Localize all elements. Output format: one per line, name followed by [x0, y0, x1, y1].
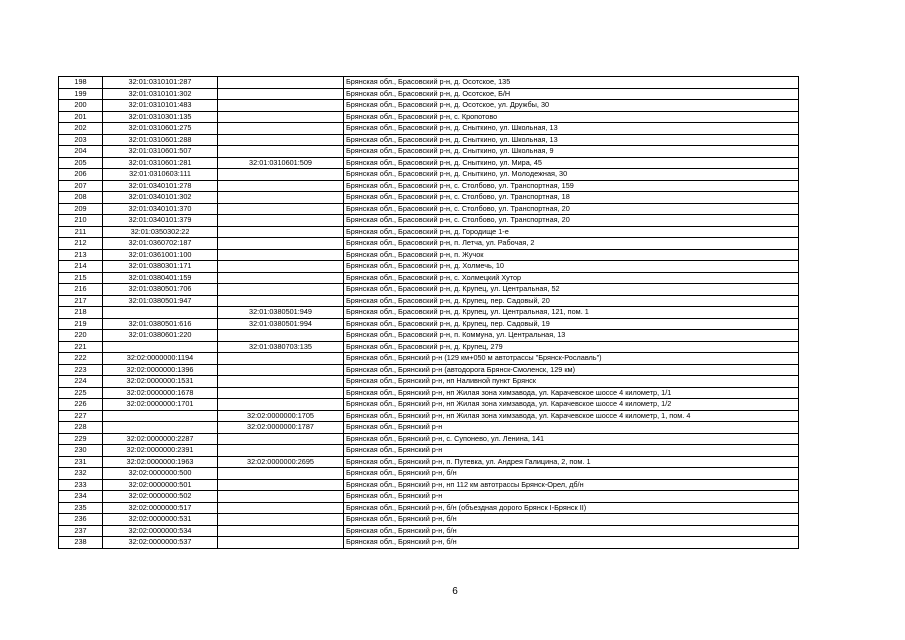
- address-cell: Брянская обл., Брянский р-н (129 км+050 м автотрассы "Брянск-Рославль"): [344, 353, 799, 365]
- address-cell: Брянская обл., Брянский р-н: [344, 491, 799, 503]
- address-cell: Брянская обл., Брянский р-н, с. Супонево, ул. Ленина, 141: [344, 433, 799, 445]
- address-cell: Брянская обл., Брасовский р-н, п. Летча, ул. Рабочая, 2: [344, 238, 799, 250]
- row-number-cell: 238: [59, 537, 103, 549]
- cadastral-number-cell: 32:01:0310601:507: [103, 146, 218, 158]
- address-cell: Брянская обл., Брянский р-н, п. Путевка, ул. Андрея Галицина, 2, пом. 1: [344, 456, 799, 468]
- address-cell: Брянская обл., Брасовский р-н, д. Крупец, пер. Садовый, 20: [344, 295, 799, 307]
- row-number-cell: 198: [59, 77, 103, 89]
- cadastral-number-cell: 32:01:0380501:706: [103, 284, 218, 296]
- cadastral-number-cell: 32:02:0000000:2391: [103, 445, 218, 457]
- address-cell: Брянская обл., Брянский р-н, б/н: [344, 468, 799, 480]
- table-row: [59, 203, 799, 215]
- cadastral-number-cell: 32:02:0000000:1963: [103, 456, 218, 468]
- table-row: [59, 410, 799, 422]
- address-cell: Брянская обл., Брасовский р-н, с. Кропотово: [344, 111, 799, 123]
- linked-cadastral-number-cell: [218, 537, 344, 549]
- table-row: [59, 146, 799, 158]
- linked-cadastral-number-cell: [218, 180, 344, 192]
- table-row: [59, 491, 799, 503]
- linked-cadastral-number-cell: [218, 491, 344, 503]
- linked-cadastral-number-cell: 32:01:0380501:994: [218, 318, 344, 330]
- address-cell: Брянская обл., Брасовский р-н, д. Холмечь, 10: [344, 261, 799, 273]
- cadastral-number-cell: 32:02:0000000:1396: [103, 364, 218, 376]
- linked-cadastral-number-cell: [218, 88, 344, 100]
- linked-cadastral-number-cell: [218, 238, 344, 250]
- table-row: [59, 295, 799, 307]
- row-number-cell: 233: [59, 479, 103, 491]
- cadastral-number-cell: 32:01:0380501:947: [103, 295, 218, 307]
- table-row: [59, 261, 799, 273]
- linked-cadastral-number-cell: [218, 479, 344, 491]
- row-number-cell: 231: [59, 456, 103, 468]
- cadastral-number-cell: 32:02:0000000:500: [103, 468, 218, 480]
- table-row: [59, 272, 799, 284]
- linked-cadastral-number-cell: 32:01:0310601:509: [218, 157, 344, 169]
- table-row: [59, 433, 799, 445]
- address-cell: Брянская обл., Брянский р-н, нп Жилая зона химзавода, ул. Карачевское шоссе 4 километр, 1/2: [344, 399, 799, 411]
- linked-cadastral-number-cell: [218, 215, 344, 227]
- table-row: [59, 226, 799, 238]
- address-cell: Брянская обл., Брянский р-н (автодорога Брянск-Смоленск, 129 км): [344, 364, 799, 376]
- linked-cadastral-number-cell: 32:01:0380501:949: [218, 307, 344, 319]
- table-row: [59, 192, 799, 204]
- row-number-cell: 206: [59, 169, 103, 181]
- linked-cadastral-number-cell: [218, 376, 344, 388]
- cadastral-number-cell: 32:01:0310101:287: [103, 77, 218, 89]
- table-row: [59, 445, 799, 457]
- address-cell: Брянская обл., Брасовский р-н, п. Жучок: [344, 249, 799, 261]
- table-row: [59, 238, 799, 250]
- linked-cadastral-number-cell: 32:01:0380703:135: [218, 341, 344, 353]
- linked-cadastral-number-cell: [218, 134, 344, 146]
- address-cell: Брянская обл., Брянский р-н, нп Жилая зона химзавода, ул. Карачевское шоссе 4 километр, 1/1: [344, 387, 799, 399]
- linked-cadastral-number-cell: [218, 295, 344, 307]
- cadastral-number-cell: 32:02:0000000:1701: [103, 399, 218, 411]
- table-row: [59, 479, 799, 491]
- cadastral-number-cell: [103, 410, 218, 422]
- cadastral-number-cell: 32:01:0380301:171: [103, 261, 218, 273]
- cadastral-number-cell: 32:01:0310601:281: [103, 157, 218, 169]
- table-row: [59, 318, 799, 330]
- cadastral-number-cell: 32:02:0000000:2287: [103, 433, 218, 445]
- cadastral-number-cell: 32:01:0310101:483: [103, 100, 218, 112]
- cadastral-number-cell: 32:01:0310301:135: [103, 111, 218, 123]
- linked-cadastral-number-cell: 32:02:0000000:2695: [218, 456, 344, 468]
- table-row: [59, 514, 799, 526]
- address-cell: Брянская обл., Брасовский р-н, п. Коммуна, ул. Центральная, 13: [344, 330, 799, 342]
- row-number-cell: 219: [59, 318, 103, 330]
- address-cell: Брянская обл., Брянский р-н: [344, 422, 799, 434]
- row-number-cell: 212: [59, 238, 103, 250]
- cadastral-number-cell: 32:01:0340101:278: [103, 180, 218, 192]
- linked-cadastral-number-cell: [218, 353, 344, 365]
- table-row: [59, 537, 799, 549]
- address-cell: Брянская обл., Брасовский р-н, с. Столбово, ул. Транспортная, 18: [344, 192, 799, 204]
- linked-cadastral-number-cell: [218, 192, 344, 204]
- row-number-cell: 227: [59, 410, 103, 422]
- address-cell: Брянская обл., Брасовский р-н, с. Столбово, ул. Транспортная, 159: [344, 180, 799, 192]
- table-row: [59, 111, 799, 123]
- linked-cadastral-number-cell: [218, 330, 344, 342]
- linked-cadastral-number-cell: [218, 111, 344, 123]
- row-number-cell: 236: [59, 514, 103, 526]
- linked-cadastral-number-cell: [218, 514, 344, 526]
- table-row: [59, 387, 799, 399]
- linked-cadastral-number-cell: [218, 364, 344, 376]
- linked-cadastral-number-cell: [218, 284, 344, 296]
- table-row: [59, 341, 799, 353]
- linked-cadastral-number-cell: [218, 226, 344, 238]
- cadastral-number-cell: 32:01:0360702:187: [103, 238, 218, 250]
- address-cell: Брянская обл., Брасовский р-н, д. Сныткино, ул. Мира, 45: [344, 157, 799, 169]
- row-number-cell: 221: [59, 341, 103, 353]
- address-cell: Брянская обл., Брасовский р-н, д. Сныткино, ул. Школьная, 9: [344, 146, 799, 158]
- row-number-cell: 234: [59, 491, 103, 503]
- table-row: [59, 134, 799, 146]
- address-cell: Брянская обл., Брасовский р-н, д. Сныткино, ул. Школьная, 13: [344, 134, 799, 146]
- linked-cadastral-number-cell: 32:02:0000000:1705: [218, 410, 344, 422]
- address-cell: Брянская обл., Брасовский р-н, д. Осотское, Б/Н: [344, 88, 799, 100]
- table-row: [59, 180, 799, 192]
- address-cell: Брянская обл., Брянский р-н, б/н (объездная дорого Брянск I-Брянск II): [344, 502, 799, 514]
- table-row: [59, 422, 799, 434]
- table-row: [59, 502, 799, 514]
- cadastral-number-cell: 32:01:0380501:616: [103, 318, 218, 330]
- address-cell: Брянская обл., Брянский р-н, нп 112 км автотрассы Брянск-Орел, дб/н: [344, 479, 799, 491]
- table-row: [59, 364, 799, 376]
- table-row: [59, 456, 799, 468]
- address-cell: Брянская обл., Брасовский р-н, с. Холмецкий Хутор: [344, 272, 799, 284]
- table-row: [59, 353, 799, 365]
- table-row: [59, 77, 799, 89]
- address-cell: Брянская обл., Брасовский р-н, д. Осотское, 135: [344, 77, 799, 89]
- table-row: [59, 468, 799, 480]
- row-number-cell: 215: [59, 272, 103, 284]
- linked-cadastral-number-cell: [218, 502, 344, 514]
- row-number-cell: 224: [59, 376, 103, 388]
- table-row: [59, 123, 799, 135]
- address-cell: Брянская обл., Брянский р-н, б/н: [344, 537, 799, 549]
- cadastral-number-cell: 32:01:0380401:159: [103, 272, 218, 284]
- table-row: [59, 399, 799, 411]
- cadastral-number-cell: [103, 341, 218, 353]
- row-number-cell: 216: [59, 284, 103, 296]
- row-number-cell: 210: [59, 215, 103, 227]
- row-number-cell: 232: [59, 468, 103, 480]
- table-row: [59, 169, 799, 181]
- linked-cadastral-number-cell: [218, 169, 344, 181]
- linked-cadastral-number-cell: [218, 146, 344, 158]
- linked-cadastral-number-cell: [218, 433, 344, 445]
- address-cell: Брянская обл., Брасовский р-н, д. Сныткино, ул. Школьная, 13: [344, 123, 799, 135]
- address-cell: Брянская обл., Брасовский р-н, д. Городище 1-е: [344, 226, 799, 238]
- row-number-cell: 213: [59, 249, 103, 261]
- cadastral-number-cell: 32:02:0000000:502: [103, 491, 218, 503]
- linked-cadastral-number-cell: [218, 445, 344, 457]
- table-row: [59, 157, 799, 169]
- cadastral-number-cell: 32:02:0000000:517: [103, 502, 218, 514]
- cadastral-number-cell: 32:02:0000000:1531: [103, 376, 218, 388]
- cadastral-number-cell: 32:02:0000000:1678: [103, 387, 218, 399]
- address-cell: Брянская обл., Брянский р-н, б/н: [344, 514, 799, 526]
- linked-cadastral-number-cell: [218, 77, 344, 89]
- row-number-cell: 202: [59, 123, 103, 135]
- row-number-cell: 217: [59, 295, 103, 307]
- row-number-cell: 223: [59, 364, 103, 376]
- linked-cadastral-number-cell: [218, 525, 344, 537]
- cadastral-number-cell: [103, 307, 218, 319]
- row-number-cell: 203: [59, 134, 103, 146]
- row-number-cell: 229: [59, 433, 103, 445]
- cadastral-number-cell: 32:01:0310101:302: [103, 88, 218, 100]
- cadastral-number-cell: 32:01:0340101:379: [103, 215, 218, 227]
- row-number-cell: 200: [59, 100, 103, 112]
- table-row: [59, 307, 799, 319]
- address-cell: Брянская обл., Брасовский р-н, с. Столбово, ул. Транспортная, 20: [344, 215, 799, 227]
- row-number-cell: 220: [59, 330, 103, 342]
- cadastral-number-cell: 32:02:0000000:534: [103, 525, 218, 537]
- cadastral-number-cell: 32:01:0361001:100: [103, 249, 218, 261]
- row-number-cell: 207: [59, 180, 103, 192]
- row-number-cell: 237: [59, 525, 103, 537]
- row-number-cell: 204: [59, 146, 103, 158]
- row-number-cell: 211: [59, 226, 103, 238]
- address-cell: Брянская обл., Брянский р-н, нп Жилая зона химзавода, ул. Карачевское шоссе 4 километр, 1, пом. 4: [344, 410, 799, 422]
- table-row: [59, 284, 799, 296]
- row-number-cell: 214: [59, 261, 103, 273]
- table-row: [59, 215, 799, 227]
- page-number: 6: [452, 586, 458, 597]
- cadastral-number-cell: 32:02:0000000:531: [103, 514, 218, 526]
- linked-cadastral-number-cell: 32:02:0000000:1787: [218, 422, 344, 434]
- cadastral-number-cell: 32:01:0310601:275: [103, 123, 218, 135]
- row-number-cell: 208: [59, 192, 103, 204]
- address-cell: Брянская обл., Брасовский р-н, д. Крупец, ул. Центральная, 121, пом. 1: [344, 307, 799, 319]
- address-cell: Брянская обл., Брасовский р-н, д. Осотское, ул. Дружбы, 30: [344, 100, 799, 112]
- row-number-cell: 225: [59, 387, 103, 399]
- cadastral-number-cell: 32:01:0350302:22: [103, 226, 218, 238]
- linked-cadastral-number-cell: [218, 468, 344, 480]
- linked-cadastral-number-cell: [218, 203, 344, 215]
- linked-cadastral-number-cell: [218, 399, 344, 411]
- address-cell: Брянская обл., Брасовский р-н, д. Сныткино, ул. Молодежная, 30: [344, 169, 799, 181]
- address-cell: Брянская обл., Брянский р-н: [344, 445, 799, 457]
- cadastral-number-cell: 32:01:0310603:111: [103, 169, 218, 181]
- cadastral-number-cell: 32:01:0310601:288: [103, 134, 218, 146]
- table-row: [59, 100, 799, 112]
- row-number-cell: 235: [59, 502, 103, 514]
- table-row: [59, 88, 799, 100]
- property-table: [58, 76, 799, 549]
- row-number-cell: 199: [59, 88, 103, 100]
- table-row: [59, 525, 799, 537]
- table-row: [59, 249, 799, 261]
- address-cell: Брянская обл., Брасовский р-н, д. Крупец, 279: [344, 341, 799, 353]
- cadastral-number-cell: 32:02:0000000:537: [103, 537, 218, 549]
- row-number-cell: 222: [59, 353, 103, 365]
- row-number-cell: 209: [59, 203, 103, 215]
- cadastral-number-cell: 32:02:0000000:501: [103, 479, 218, 491]
- table-row: [59, 330, 799, 342]
- cadastral-number-cell: 32:01:0380601:220: [103, 330, 218, 342]
- cadastral-number-cell: 32:02:0000000:1194: [103, 353, 218, 365]
- address-cell: Брянская обл., Брасовский р-н, д. Крупец, ул. Центральная, 52: [344, 284, 799, 296]
- row-number-cell: 228: [59, 422, 103, 434]
- address-cell: Брянская обл., Брянский р-н, нп Наливной пункт Брянск: [344, 376, 799, 388]
- cadastral-number-cell: 32:01:0340101:370: [103, 203, 218, 215]
- linked-cadastral-number-cell: [218, 249, 344, 261]
- table-row: [59, 376, 799, 388]
- address-cell: Брянская обл., Брасовский р-н, с. Столбово, ул. Транспортная, 20: [344, 203, 799, 215]
- linked-cadastral-number-cell: [218, 272, 344, 284]
- row-number-cell: 205: [59, 157, 103, 169]
- address-cell: Брянская обл., Брянский р-н, б/н: [344, 525, 799, 537]
- property-table-body: [59, 77, 799, 549]
- address-cell: Брянская обл., Брасовский р-н, д. Крупец, пер. Садовый, 19: [344, 318, 799, 330]
- row-number-cell: 201: [59, 111, 103, 123]
- cadastral-number-cell: [103, 422, 218, 434]
- linked-cadastral-number-cell: [218, 261, 344, 273]
- linked-cadastral-number-cell: [218, 387, 344, 399]
- cadastral-number-cell: 32:01:0340101:302: [103, 192, 218, 204]
- row-number-cell: 226: [59, 399, 103, 411]
- linked-cadastral-number-cell: [218, 100, 344, 112]
- linked-cadastral-number-cell: [218, 123, 344, 135]
- row-number-cell: 230: [59, 445, 103, 457]
- row-number-cell: 218: [59, 307, 103, 319]
